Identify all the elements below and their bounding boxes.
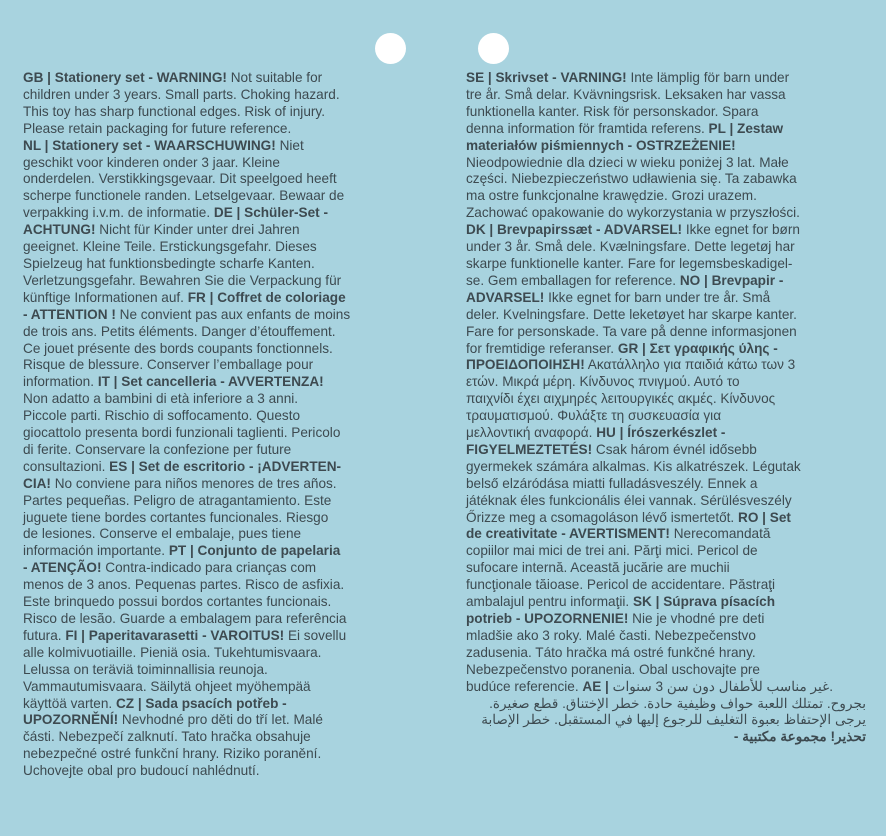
warning-text: funktionella kanter. Risk för personskador. Spara	[466, 103, 759, 119]
section-heading: IT | Set cancelleria - AVVERTENZA!	[97, 374, 324, 390]
warning-text: Őrizze meg a csomagoláson lévő ismertetőt.	[466, 509, 738, 525]
warning-text: Risco de lesão. Guarde a embalagem para referência	[23, 611, 347, 626]
warning-text: غير مناسب للأطفال دون سن 3 سنوات.	[608, 678, 834, 694]
section-heading: AE |	[582, 678, 609, 694]
warning-text: información importante.	[23, 543, 169, 559]
text-line	[23, 70, 408, 87]
warning-text: information.	[23, 374, 98, 390]
warning-text: Nie je vhodné pre deti	[628, 611, 765, 626]
warning-text: Lelussa on teräviä toiminnallisia reunoja.	[23, 661, 268, 677]
section-heading: - ATENÇÃO!	[23, 560, 102, 576]
section-heading: FI | Paperitavarasetti - VAROITUS!	[65, 627, 285, 643]
warning-text: mladšie ako 3 roky. Malé časti. Nebezpečenstvo	[466, 627, 756, 643]
warning-text: se. Gem emballagen for reference.	[466, 272, 680, 288]
section-heading: HU | Írószerkészlet -	[596, 425, 726, 441]
text-line	[23, 442, 408, 459]
warning-text: zadusenia. Táto hračka má ostré funkčné hrany.	[466, 644, 756, 660]
text-line	[466, 408, 866, 425]
text-line	[466, 645, 866, 662]
section-heading: SE | Skrivset - VARNING!	[466, 70, 627, 85]
warning-text: ambalajul pentru informaţii.	[466, 594, 633, 610]
warning-text: geeignet. Kleine Teile. Erstickungsgefahr. Dieses	[23, 239, 317, 255]
warning-text: This toy has sharp functional edges. Risk of injury.	[23, 103, 325, 119]
text-line	[23, 121, 408, 138]
text-line	[466, 459, 866, 476]
warning-text: künftige Informationen auf.	[23, 289, 188, 305]
section-heading: تحذير! مجموعة مكتبية -	[733, 729, 866, 745]
warning-text: Piccole parti. Rischio di soffocamento. Questo	[23, 408, 301, 424]
warning-text: μελλοντική αναφορά.	[466, 425, 597, 441]
text-line	[23, 391, 408, 408]
warning-text: Ce jouet présente des bords coupants fonctionnels.	[23, 340, 333, 356]
warning-text: sufocare internă. Această jucărie are muchii	[466, 560, 730, 576]
section-heading: SK | Súprava písacích	[632, 594, 776, 610]
warning-text: Nevhodné pro děti do tří let. Malé	[118, 712, 323, 728]
warning-text: käyttöä varten.	[23, 695, 116, 711]
text-line	[466, 239, 866, 256]
warning-text: Zachować opakowanie do wykorzystania w przyszłości.	[466, 205, 800, 221]
text-line	[23, 290, 408, 307]
warning-text: menos de 3 anos. Pequenas partes. Risco de asfixia.	[23, 577, 345, 593]
text-line	[466, 712, 866, 729]
text-line	[23, 560, 408, 577]
text-line	[466, 526, 866, 543]
warning-text: Nicht für Kinder unter drei Jahren	[95, 222, 300, 238]
text-line	[466, 476, 866, 493]
text-line	[23, 425, 408, 442]
warning-text: nebezpečné ostré funkční hrany. Riziko poranění.	[23, 746, 322, 762]
text-line	[466, 188, 866, 205]
text-line	[23, 357, 408, 374]
text-line	[466, 121, 866, 138]
warning-text: juguete tiene bordes cortantes funcionales. Riesgo	[23, 509, 329, 525]
text-line	[466, 729, 866, 746]
warning-text: skarpe funktionelle kanter. Fare for legemsbeskadigel-	[466, 255, 793, 271]
text-line	[466, 374, 866, 391]
text-line	[23, 273, 408, 290]
warning-text: بجروح. تمتلك اللعبة حواف وظيفية حادة. خطر الإختناق. قطع صغيرة.	[489, 695, 866, 711]
warning-text: scherpe functionele randen. Letselgevaar. Bewaar de	[23, 188, 345, 204]
section-heading: potrieb - UPOZORNENIE!	[466, 611, 629, 626]
text-line	[466, 155, 866, 172]
warning-text: Ikke egnet for barn under tre år. Små	[544, 289, 771, 305]
warning-text: Nieodpowiednie dla dzieci w wieku poniżej 3 lat. Małe	[466, 154, 789, 170]
section-heading: ACHTUNG!	[23, 222, 96, 238]
text-line	[466, 628, 866, 645]
text-line	[23, 763, 408, 780]
text-line	[466, 290, 866, 307]
text-line	[23, 679, 408, 696]
text-line	[23, 712, 408, 729]
warning-text: deler. Kvelningsfare. Dette leketøyet har skarpe kanter.	[466, 306, 797, 322]
section-heading: FR | Coffret de coloriage	[187, 289, 346, 305]
text-line	[23, 577, 408, 594]
text-line	[23, 628, 408, 645]
warning-text: części. Niebezpieczeństwo udławienia się. Ta zabawka	[466, 171, 797, 187]
warning-text: verpakking i.v.m. de informatie.	[23, 205, 214, 221]
warning-text: Inte lämplig för barn under	[626, 70, 790, 85]
warning-text: onderdelen. Verstikkingsgevaar. Dit speelgoed heeft	[23, 171, 337, 187]
text-line	[466, 543, 866, 560]
section-heading: CIA!	[23, 475, 51, 491]
text-line	[23, 662, 408, 679]
text-line	[466, 560, 866, 577]
text-line	[466, 138, 866, 155]
warning-text: under 3 år. Små dele. Kvælningsfare. Dette legetøj har	[466, 239, 795, 255]
section-heading: GB | Stationery set - WARNING!	[23, 70, 227, 85]
text-line	[23, 87, 408, 104]
warning-text: játéknak éles funkcionális élei vannak. Sérülésveszély	[466, 492, 792, 508]
section-heading: GR | Σετ γραφικής ύλης -	[617, 340, 778, 356]
text-line	[466, 577, 866, 594]
warning-text: τραυματισμού. Φυλάξτε τη συσκευασία για	[466, 408, 722, 424]
text-line	[23, 408, 408, 425]
text-line	[23, 155, 408, 172]
text-line	[466, 611, 866, 628]
text-line	[23, 222, 408, 239]
section-heading: FIGYELMEZTETÉS!	[466, 441, 593, 457]
text-line	[466, 391, 866, 408]
warning-text: Uchovejte obal pro budoucí nahlédnutí.	[23, 763, 260, 779]
text-line	[23, 510, 408, 527]
section-heading: ES | Set de escritorio - ¡ADVERTEN-	[109, 458, 342, 474]
warning-text: for fremtidige referanser.	[466, 340, 618, 356]
text-line	[23, 205, 408, 222]
punch-hole-right	[478, 33, 509, 64]
warning-text: Spielzeug hat funktionsbedingte scharfe Kanten.	[23, 255, 315, 271]
warning-text: ετών. Μικρά μέρη. Κίνδυνος πνιγμού. Αυτό το	[466, 374, 740, 390]
section-heading: RO | Set	[738, 509, 791, 525]
text-line	[23, 104, 408, 121]
warning-text: Non adatto a bambini di età inferiore a 3 anni.	[23, 391, 299, 407]
warning-text: Ei sovellu	[284, 627, 347, 643]
text-line	[466, 222, 866, 239]
text-line	[466, 594, 866, 611]
text-line	[466, 341, 866, 358]
text-line	[23, 493, 408, 510]
section-heading: ΠΡΟΕΙΔΟΠΟΙΗΣΗ!	[466, 357, 585, 373]
warning-text: části. Nebezpečí zalknutí. Tato hračka obsahuje	[23, 729, 311, 745]
text-line	[466, 273, 866, 290]
text-line	[23, 374, 408, 391]
warning-text: Contra-indicado para crianças com	[101, 560, 317, 576]
text-line	[23, 239, 408, 256]
warning-text: gyermekek számára alkalmas. Kis alkatrészek. Légutak	[466, 458, 801, 474]
warning-text: Ακατάλληλο για παιδιά κάτω των 3	[584, 357, 796, 373]
warning-text: Ne convient pas aux enfants de moins	[115, 306, 351, 322]
warning-text: budúce referencie.	[466, 678, 583, 694]
warning-text: Partes pequeñas. Peligro de atragantamiento. Este	[23, 492, 332, 508]
warning-column-right	[466, 70, 866, 746]
text-line	[466, 205, 866, 222]
text-line	[466, 357, 866, 374]
section-heading: UPOZORNĚNÍ!	[23, 712, 119, 728]
warning-column-left	[23, 70, 408, 780]
section-heading: materiałów piśmiennych - OSTRZEŻENIE!	[466, 137, 736, 153]
text-line	[23, 324, 408, 341]
text-line	[23, 188, 408, 205]
text-line	[23, 594, 408, 611]
section-heading: PL | Zestaw	[708, 120, 784, 136]
section-heading: NO | Brevpapir -	[679, 272, 784, 288]
warning-text: Vammautumisvaara. Säilytä ohjeet myöhempää	[23, 678, 311, 694]
warning-text: Fare for personskade. Ta vare på denne informasjonen	[466, 323, 797, 339]
text-line	[466, 171, 866, 188]
warning-text: futura.	[23, 627, 66, 643]
warning-text: giocattolo presenta bordi funzionali taglienti. Pericolo	[23, 425, 341, 441]
warning-text: Este brinquedo possui bordos cortantes funcionais.	[23, 594, 332, 610]
text-line	[466, 493, 866, 510]
text-line	[466, 679, 866, 696]
section-heading: DE | Schüler-Set -	[213, 205, 328, 221]
warning-text: Not suitable for	[226, 70, 323, 85]
text-line	[23, 696, 408, 713]
text-line	[23, 611, 408, 628]
warning-text: de lesiones. Conserve el embalaje, pues tiene	[23, 526, 302, 542]
text-line	[23, 307, 408, 324]
warning-text: Niet	[275, 137, 304, 153]
warning-text: Nerecomandată	[669, 526, 771, 542]
text-line	[466, 696, 866, 713]
text-line	[466, 104, 866, 121]
warning-text: ma ostre funkcjonalne krawędzie. Grozi urazem.	[466, 188, 757, 204]
warning-text: Risque de blessure. Conserver l’emballage pour	[23, 357, 314, 373]
warning-text: consultazioni.	[23, 458, 110, 474]
section-heading: ADVARSEL!	[466, 289, 545, 305]
text-line	[466, 442, 866, 459]
section-heading: DK | Brevpapirssæt - ADVARSEL!	[466, 222, 683, 238]
section-heading: PT | Conjunto de papelaria	[168, 543, 341, 559]
warning-text: No conviene para niños menores de tres años.	[50, 475, 337, 491]
text-line	[466, 307, 866, 324]
section-heading: de creativitate - AVERTISMENT!	[466, 526, 670, 542]
section-heading: NL | Stationery set - WAARSCHUWING!	[23, 137, 276, 153]
text-line	[23, 459, 408, 476]
warning-text: tre år. Små delar. Kvävningsrisk. Leksaken har vassa	[466, 86, 786, 102]
text-line	[23, 341, 408, 358]
warning-text: Nebezpečenstvo poranenia. Obal uschovajte pre	[466, 661, 760, 677]
section-heading: CZ | Sada psacích potřeb -	[115, 695, 287, 711]
text-line	[23, 256, 408, 273]
text-line	[23, 645, 408, 662]
text-line	[23, 138, 408, 155]
warning-text: alle kolmivuotiaille. Pieniä osia. Tukehtumisvaara.	[23, 644, 322, 660]
warning-text: Ikke egnet for børn	[682, 222, 800, 238]
punch-hole-left	[375, 33, 406, 64]
text-line	[23, 476, 408, 493]
warning-text: funcţionale tăioase. Pericol de accidentare. Păstraţi	[466, 577, 776, 593]
text-line	[23, 171, 408, 188]
text-line	[466, 425, 866, 442]
warning-text: copiilor mai mici de trei ani. Părţi mici. Pericol de	[466, 543, 758, 559]
warning-text: children under 3 years. Small parts. Choking hazard.	[23, 86, 340, 102]
text-line	[466, 256, 866, 273]
warning-text: geschikt voor kinderen onder 3 jaar. Kleine	[23, 154, 280, 170]
text-line	[466, 662, 866, 679]
text-line	[23, 526, 408, 543]
text-line	[23, 729, 408, 746]
warning-text: denna information för framtida referens.	[466, 120, 709, 136]
warning-text: Verletzungsgefahr. Bewahren Sie die Verpackung für	[23, 272, 342, 288]
warning-text: Please retain packaging for future reference.	[23, 120, 292, 136]
warning-text: Csak három évnél idősebb	[592, 441, 757, 457]
text-line	[466, 324, 866, 341]
text-line	[466, 510, 866, 527]
text-line	[466, 87, 866, 104]
warning-text: di ferite. Conservare la confezione per future	[23, 441, 292, 457]
text-line	[23, 746, 408, 763]
text-line	[466, 70, 866, 87]
text-line	[23, 543, 408, 560]
warning-text: belső elzáródása miatti fulladásveszély. Ennek a	[466, 475, 758, 491]
warning-text: de trois ans. Petits éléments. Danger d’étouffement.	[23, 323, 336, 339]
warning-text: يرجى الإحتفاظ بعبوة التغليف للرجوع إليها في المستقبل. خطر الإصابة	[481, 712, 866, 728]
warning-text: παιχνίδι έχει αιχμηρές λειτουργικές ακμές. Κίνδυνος	[466, 391, 776, 407]
section-heading: - ATTENTION !	[23, 306, 116, 322]
